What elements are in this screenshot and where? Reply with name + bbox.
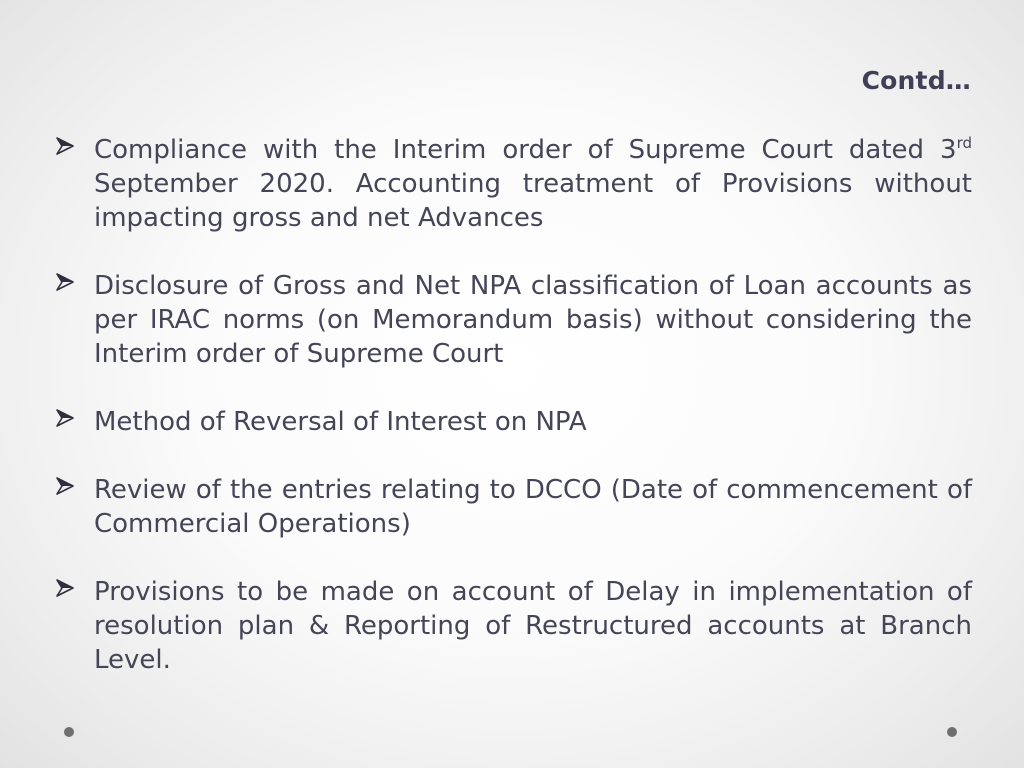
bullet-text: Disclosure of Gross and Net NPA classification of Loan accounts as per IRAC norms (on Memorandum basis) without considering the Interim order of Supreme Court (94, 271, 972, 369)
arrowhead-bullet-icon (54, 577, 76, 599)
superscript: rd (956, 134, 972, 152)
arrowhead-bullet-icon (54, 135, 76, 157)
arrowhead-bullet-icon (54, 271, 76, 293)
bullet-text: Review of the entries relating to DCCO (Date of commencement of Commercial Operations) (94, 475, 972, 539)
bullet-text: Provisions to be made on account of Delay in implementation of resolution plan & Reporting of Restructured accounts at Branch Level. (94, 577, 972, 675)
decorative-dot-left (64, 727, 74, 737)
bullet-list (54, 133, 972, 711)
arrowhead-bullet-icon (54, 475, 76, 497)
bullet-item (54, 405, 972, 439)
slide-heading: Contd… (861, 66, 971, 95)
bullet-text: Method of Reversal of Interest on NPA (94, 407, 587, 437)
bullet-item (54, 473, 972, 541)
bullet-item (54, 575, 972, 677)
decorative-dot-right (947, 727, 957, 737)
bullet-text: Compliance with the Interim order of Supreme Court dated 3rd September 2020. Accounting treatment of Provisions without impacting gross and net Advances (94, 134, 972, 233)
bullet-item (54, 133, 972, 235)
arrowhead-bullet-icon (54, 407, 76, 429)
bullet-item (54, 269, 972, 371)
